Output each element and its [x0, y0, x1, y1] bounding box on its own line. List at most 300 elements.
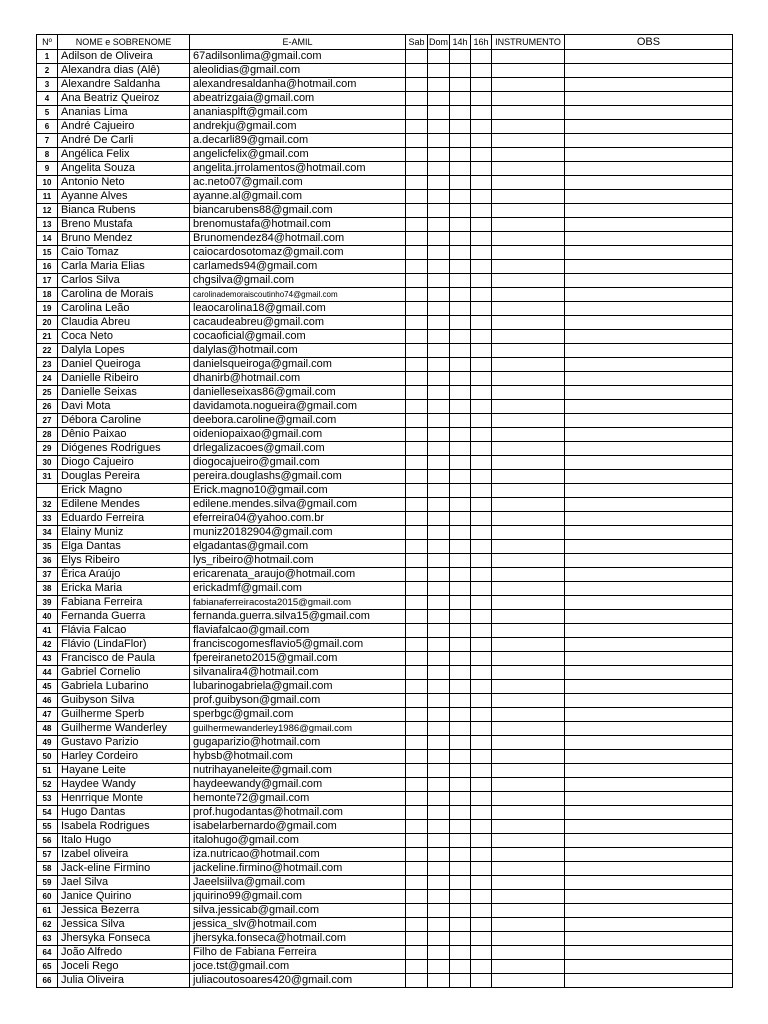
instrument-cell[interactable]: [492, 512, 565, 526]
dom-cell[interactable]: [428, 92, 450, 106]
sab-cell[interactable]: [406, 218, 428, 232]
instrument-cell[interactable]: [492, 582, 565, 596]
16h-cell[interactable]: [471, 862, 492, 876]
obs-cell[interactable]: [565, 652, 733, 666]
14h-cell[interactable]: [450, 918, 471, 932]
sab-cell[interactable]: [406, 358, 428, 372]
instrument-cell[interactable]: [492, 764, 565, 778]
16h-cell[interactable]: [471, 876, 492, 890]
obs-cell[interactable]: [565, 330, 733, 344]
obs-cell[interactable]: [565, 540, 733, 554]
obs-cell[interactable]: [565, 274, 733, 288]
instrument-cell[interactable]: [492, 974, 565, 988]
14h-cell[interactable]: [450, 974, 471, 988]
14h-cell[interactable]: [450, 92, 471, 106]
16h-cell[interactable]: [471, 330, 492, 344]
sab-cell[interactable]: [406, 456, 428, 470]
sab-cell[interactable]: [406, 778, 428, 792]
14h-cell[interactable]: [450, 204, 471, 218]
sab-cell[interactable]: [406, 148, 428, 162]
14h-cell[interactable]: [450, 218, 471, 232]
obs-cell[interactable]: [565, 624, 733, 638]
sab-cell[interactable]: [406, 428, 428, 442]
instrument-cell[interactable]: [492, 652, 565, 666]
sab-cell[interactable]: [406, 848, 428, 862]
instrument-cell[interactable]: [492, 78, 565, 92]
dom-cell[interactable]: [428, 736, 450, 750]
sab-cell[interactable]: [406, 974, 428, 988]
16h-cell[interactable]: [471, 918, 492, 932]
dom-cell[interactable]: [428, 876, 450, 890]
instrument-cell[interactable]: [492, 330, 565, 344]
dom-cell[interactable]: [428, 890, 450, 904]
instrument-cell[interactable]: [492, 862, 565, 876]
dom-cell[interactable]: [428, 848, 450, 862]
14h-cell[interactable]: [450, 694, 471, 708]
instrument-cell[interactable]: [492, 372, 565, 386]
14h-cell[interactable]: [450, 904, 471, 918]
sab-cell[interactable]: [406, 400, 428, 414]
instrument-cell[interactable]: [492, 386, 565, 400]
instrument-cell[interactable]: [492, 442, 565, 456]
dom-cell[interactable]: [428, 232, 450, 246]
14h-cell[interactable]: [450, 330, 471, 344]
14h-cell[interactable]: [450, 386, 471, 400]
16h-cell[interactable]: [471, 470, 492, 484]
obs-cell[interactable]: [565, 764, 733, 778]
instrument-cell[interactable]: [492, 666, 565, 680]
sab-cell[interactable]: [406, 498, 428, 512]
obs-cell[interactable]: [565, 78, 733, 92]
instrument-cell[interactable]: [492, 722, 565, 736]
14h-cell[interactable]: [450, 890, 471, 904]
16h-cell[interactable]: [471, 344, 492, 358]
instrument-cell[interactable]: [492, 344, 565, 358]
16h-cell[interactable]: [471, 120, 492, 134]
16h-cell[interactable]: [471, 274, 492, 288]
14h-cell[interactable]: [450, 50, 471, 64]
sab-cell[interactable]: [406, 722, 428, 736]
16h-cell[interactable]: [471, 358, 492, 372]
instrument-cell[interactable]: [492, 260, 565, 274]
dom-cell[interactable]: [428, 974, 450, 988]
dom-cell[interactable]: [428, 806, 450, 820]
16h-cell[interactable]: [471, 218, 492, 232]
instrument-cell[interactable]: [492, 820, 565, 834]
dom-cell[interactable]: [428, 554, 450, 568]
16h-cell[interactable]: [471, 134, 492, 148]
dom-cell[interactable]: [428, 904, 450, 918]
sab-cell[interactable]: [406, 652, 428, 666]
obs-cell[interactable]: [565, 50, 733, 64]
instrument-cell[interactable]: [492, 680, 565, 694]
dom-cell[interactable]: [428, 694, 450, 708]
obs-cell[interactable]: [565, 176, 733, 190]
obs-cell[interactable]: [565, 680, 733, 694]
16h-cell[interactable]: [471, 890, 492, 904]
dom-cell[interactable]: [428, 176, 450, 190]
sab-cell[interactable]: [406, 344, 428, 358]
instrument-cell[interactable]: [492, 540, 565, 554]
16h-cell[interactable]: [471, 820, 492, 834]
obs-cell[interactable]: [565, 162, 733, 176]
obs-cell[interactable]: [565, 834, 733, 848]
16h-cell[interactable]: [471, 764, 492, 778]
obs-cell[interactable]: [565, 806, 733, 820]
dom-cell[interactable]: [428, 596, 450, 610]
16h-cell[interactable]: [471, 652, 492, 666]
16h-cell[interactable]: [471, 302, 492, 316]
obs-cell[interactable]: [565, 694, 733, 708]
16h-cell[interactable]: [471, 792, 492, 806]
sab-cell[interactable]: [406, 120, 428, 134]
obs-cell[interactable]: [565, 932, 733, 946]
sab-cell[interactable]: [406, 260, 428, 274]
dom-cell[interactable]: [428, 722, 450, 736]
instrument-cell[interactable]: [492, 288, 565, 302]
instrument-cell[interactable]: [492, 596, 565, 610]
16h-cell[interactable]: [471, 232, 492, 246]
dom-cell[interactable]: [428, 442, 450, 456]
14h-cell[interactable]: [450, 554, 471, 568]
14h-cell[interactable]: [450, 568, 471, 582]
16h-cell[interactable]: [471, 722, 492, 736]
dom-cell[interactable]: [428, 582, 450, 596]
16h-cell[interactable]: [471, 750, 492, 764]
14h-cell[interactable]: [450, 778, 471, 792]
14h-cell[interactable]: [450, 400, 471, 414]
instrument-cell[interactable]: [492, 932, 565, 946]
instrument-cell[interactable]: [492, 568, 565, 582]
16h-cell[interactable]: [471, 162, 492, 176]
16h-cell[interactable]: [471, 456, 492, 470]
obs-cell[interactable]: [565, 974, 733, 988]
obs-cell[interactable]: [565, 134, 733, 148]
obs-cell[interactable]: [565, 708, 733, 722]
16h-cell[interactable]: [471, 414, 492, 428]
16h-cell[interactable]: [471, 400, 492, 414]
obs-cell[interactable]: [565, 722, 733, 736]
obs-cell[interactable]: [565, 316, 733, 330]
obs-cell[interactable]: [565, 638, 733, 652]
instrument-cell[interactable]: [492, 190, 565, 204]
16h-cell[interactable]: [471, 106, 492, 120]
sab-cell[interactable]: [406, 176, 428, 190]
14h-cell[interactable]: [450, 596, 471, 610]
14h-cell[interactable]: [450, 960, 471, 974]
obs-cell[interactable]: [565, 190, 733, 204]
dom-cell[interactable]: [428, 204, 450, 218]
dom-cell[interactable]: [428, 946, 450, 960]
instrument-cell[interactable]: [492, 876, 565, 890]
obs-cell[interactable]: [565, 820, 733, 834]
obs-cell[interactable]: [565, 92, 733, 106]
14h-cell[interactable]: [450, 750, 471, 764]
14h-cell[interactable]: [450, 190, 471, 204]
14h-cell[interactable]: [450, 638, 471, 652]
14h-cell[interactable]: [450, 358, 471, 372]
instrument-cell[interactable]: [492, 218, 565, 232]
sab-cell[interactable]: [406, 78, 428, 92]
16h-cell[interactable]: [471, 694, 492, 708]
instrument-cell[interactable]: [492, 456, 565, 470]
obs-cell[interactable]: [565, 400, 733, 414]
sab-cell[interactable]: [406, 512, 428, 526]
14h-cell[interactable]: [450, 498, 471, 512]
14h-cell[interactable]: [450, 876, 471, 890]
obs-cell[interactable]: [565, 428, 733, 442]
16h-cell[interactable]: [471, 526, 492, 540]
dom-cell[interactable]: [428, 302, 450, 316]
dom-cell[interactable]: [428, 568, 450, 582]
14h-cell[interactable]: [450, 176, 471, 190]
14h-cell[interactable]: [450, 428, 471, 442]
16h-cell[interactable]: [471, 64, 492, 78]
sab-cell[interactable]: [406, 470, 428, 484]
instrument-cell[interactable]: [492, 162, 565, 176]
obs-cell[interactable]: [565, 484, 733, 498]
instrument-cell[interactable]: [492, 624, 565, 638]
16h-cell[interactable]: [471, 260, 492, 274]
sab-cell[interactable]: [406, 806, 428, 820]
14h-cell[interactable]: [450, 792, 471, 806]
14h-cell[interactable]: [450, 344, 471, 358]
obs-cell[interactable]: [565, 960, 733, 974]
sab-cell[interactable]: [406, 162, 428, 176]
dom-cell[interactable]: [428, 120, 450, 134]
14h-cell[interactable]: [450, 652, 471, 666]
sab-cell[interactable]: [406, 414, 428, 428]
dom-cell[interactable]: [428, 778, 450, 792]
obs-cell[interactable]: [565, 372, 733, 386]
sab-cell[interactable]: [406, 330, 428, 344]
14h-cell[interactable]: [450, 414, 471, 428]
instrument-cell[interactable]: [492, 694, 565, 708]
obs-cell[interactable]: [565, 568, 733, 582]
instrument-cell[interactable]: [492, 92, 565, 106]
instrument-cell[interactable]: [492, 106, 565, 120]
sab-cell[interactable]: [406, 610, 428, 624]
sab-cell[interactable]: [406, 624, 428, 638]
instrument-cell[interactable]: [492, 526, 565, 540]
14h-cell[interactable]: [450, 302, 471, 316]
dom-cell[interactable]: [428, 148, 450, 162]
16h-cell[interactable]: [471, 50, 492, 64]
sab-cell[interactable]: [406, 442, 428, 456]
14h-cell[interactable]: [450, 932, 471, 946]
dom-cell[interactable]: [428, 414, 450, 428]
sab-cell[interactable]: [406, 50, 428, 64]
instrument-cell[interactable]: [492, 148, 565, 162]
sab-cell[interactable]: [406, 736, 428, 750]
14h-cell[interactable]: [450, 162, 471, 176]
sab-cell[interactable]: [406, 246, 428, 260]
obs-cell[interactable]: [565, 148, 733, 162]
14h-cell[interactable]: [450, 372, 471, 386]
obs-cell[interactable]: [565, 596, 733, 610]
14h-cell[interactable]: [450, 708, 471, 722]
instrument-cell[interactable]: [492, 806, 565, 820]
instrument-cell[interactable]: [492, 918, 565, 932]
obs-cell[interactable]: [565, 358, 733, 372]
14h-cell[interactable]: [450, 134, 471, 148]
obs-cell[interactable]: [565, 498, 733, 512]
dom-cell[interactable]: [428, 372, 450, 386]
obs-cell[interactable]: [565, 414, 733, 428]
obs-cell[interactable]: [565, 890, 733, 904]
instrument-cell[interactable]: [492, 890, 565, 904]
dom-cell[interactable]: [428, 316, 450, 330]
dom-cell[interactable]: [428, 750, 450, 764]
instrument-cell[interactable]: [492, 960, 565, 974]
14h-cell[interactable]: [450, 610, 471, 624]
sab-cell[interactable]: [406, 666, 428, 680]
dom-cell[interactable]: [428, 428, 450, 442]
obs-cell[interactable]: [565, 204, 733, 218]
dom-cell[interactable]: [428, 162, 450, 176]
obs-cell[interactable]: [565, 904, 733, 918]
sab-cell[interactable]: [406, 946, 428, 960]
14h-cell[interactable]: [450, 624, 471, 638]
dom-cell[interactable]: [428, 540, 450, 554]
sab-cell[interactable]: [406, 554, 428, 568]
16h-cell[interactable]: [471, 848, 492, 862]
sab-cell[interactable]: [406, 904, 428, 918]
16h-cell[interactable]: [471, 512, 492, 526]
obs-cell[interactable]: [565, 218, 733, 232]
14h-cell[interactable]: [450, 64, 471, 78]
14h-cell[interactable]: [450, 484, 471, 498]
obs-cell[interactable]: [565, 246, 733, 260]
obs-cell[interactable]: [565, 848, 733, 862]
14h-cell[interactable]: [450, 540, 471, 554]
sab-cell[interactable]: [406, 764, 428, 778]
instrument-cell[interactable]: [492, 470, 565, 484]
dom-cell[interactable]: [428, 190, 450, 204]
dom-cell[interactable]: [428, 764, 450, 778]
16h-cell[interactable]: [471, 806, 492, 820]
dom-cell[interactable]: [428, 330, 450, 344]
14h-cell[interactable]: [450, 764, 471, 778]
sab-cell[interactable]: [406, 190, 428, 204]
16h-cell[interactable]: [471, 946, 492, 960]
16h-cell[interactable]: [471, 204, 492, 218]
dom-cell[interactable]: [428, 484, 450, 498]
dom-cell[interactable]: [428, 470, 450, 484]
dom-cell[interactable]: [428, 358, 450, 372]
instrument-cell[interactable]: [492, 848, 565, 862]
sab-cell[interactable]: [406, 92, 428, 106]
16h-cell[interactable]: [471, 428, 492, 442]
16h-cell[interactable]: [471, 624, 492, 638]
instrument-cell[interactable]: [492, 792, 565, 806]
14h-cell[interactable]: [450, 946, 471, 960]
dom-cell[interactable]: [428, 680, 450, 694]
16h-cell[interactable]: [471, 540, 492, 554]
14h-cell[interactable]: [450, 316, 471, 330]
sab-cell[interactable]: [406, 372, 428, 386]
obs-cell[interactable]: [565, 344, 733, 358]
obs-cell[interactable]: [565, 260, 733, 274]
obs-cell[interactable]: [565, 526, 733, 540]
obs-cell[interactable]: [565, 456, 733, 470]
dom-cell[interactable]: [428, 820, 450, 834]
dom-cell[interactable]: [428, 64, 450, 78]
14h-cell[interactable]: [450, 456, 471, 470]
dom-cell[interactable]: [428, 288, 450, 302]
dom-cell[interactable]: [428, 386, 450, 400]
dom-cell[interactable]: [428, 498, 450, 512]
14h-cell[interactable]: [450, 736, 471, 750]
instrument-cell[interactable]: [492, 134, 565, 148]
dom-cell[interactable]: [428, 862, 450, 876]
sab-cell[interactable]: [406, 288, 428, 302]
sab-cell[interactable]: [406, 204, 428, 218]
instrument-cell[interactable]: [492, 50, 565, 64]
obs-cell[interactable]: [565, 876, 733, 890]
sab-cell[interactable]: [406, 64, 428, 78]
dom-cell[interactable]: [428, 792, 450, 806]
14h-cell[interactable]: [450, 680, 471, 694]
obs-cell[interactable]: [565, 792, 733, 806]
14h-cell[interactable]: [450, 666, 471, 680]
dom-cell[interactable]: [428, 652, 450, 666]
dom-cell[interactable]: [428, 638, 450, 652]
sab-cell[interactable]: [406, 932, 428, 946]
instrument-cell[interactable]: [492, 120, 565, 134]
instrument-cell[interactable]: [492, 64, 565, 78]
16h-cell[interactable]: [471, 834, 492, 848]
14h-cell[interactable]: [450, 260, 471, 274]
instrument-cell[interactable]: [492, 638, 565, 652]
16h-cell[interactable]: [471, 596, 492, 610]
obs-cell[interactable]: [565, 750, 733, 764]
16h-cell[interactable]: [471, 498, 492, 512]
14h-cell[interactable]: [450, 806, 471, 820]
obs-cell[interactable]: [565, 918, 733, 932]
14h-cell[interactable]: [450, 848, 471, 862]
sab-cell[interactable]: [406, 750, 428, 764]
instrument-cell[interactable]: [492, 176, 565, 190]
obs-cell[interactable]: [565, 554, 733, 568]
sab-cell[interactable]: [406, 708, 428, 722]
dom-cell[interactable]: [428, 918, 450, 932]
dom-cell[interactable]: [428, 960, 450, 974]
14h-cell[interactable]: [450, 246, 471, 260]
14h-cell[interactable]: [450, 106, 471, 120]
dom-cell[interactable]: [428, 708, 450, 722]
sab-cell[interactable]: [406, 386, 428, 400]
sab-cell[interactable]: [406, 792, 428, 806]
obs-cell[interactable]: [565, 386, 733, 400]
14h-cell[interactable]: [450, 582, 471, 596]
dom-cell[interactable]: [428, 78, 450, 92]
14h-cell[interactable]: [450, 288, 471, 302]
16h-cell[interactable]: [471, 610, 492, 624]
obs-cell[interactable]: [565, 666, 733, 680]
sab-cell[interactable]: [406, 862, 428, 876]
sab-cell[interactable]: [406, 274, 428, 288]
obs-cell[interactable]: [565, 862, 733, 876]
sab-cell[interactable]: [406, 582, 428, 596]
14h-cell[interactable]: [450, 512, 471, 526]
16h-cell[interactable]: [471, 778, 492, 792]
instrument-cell[interactable]: [492, 204, 565, 218]
obs-cell[interactable]: [565, 120, 733, 134]
obs-cell[interactable]: [565, 232, 733, 246]
16h-cell[interactable]: [471, 736, 492, 750]
sab-cell[interactable]: [406, 680, 428, 694]
